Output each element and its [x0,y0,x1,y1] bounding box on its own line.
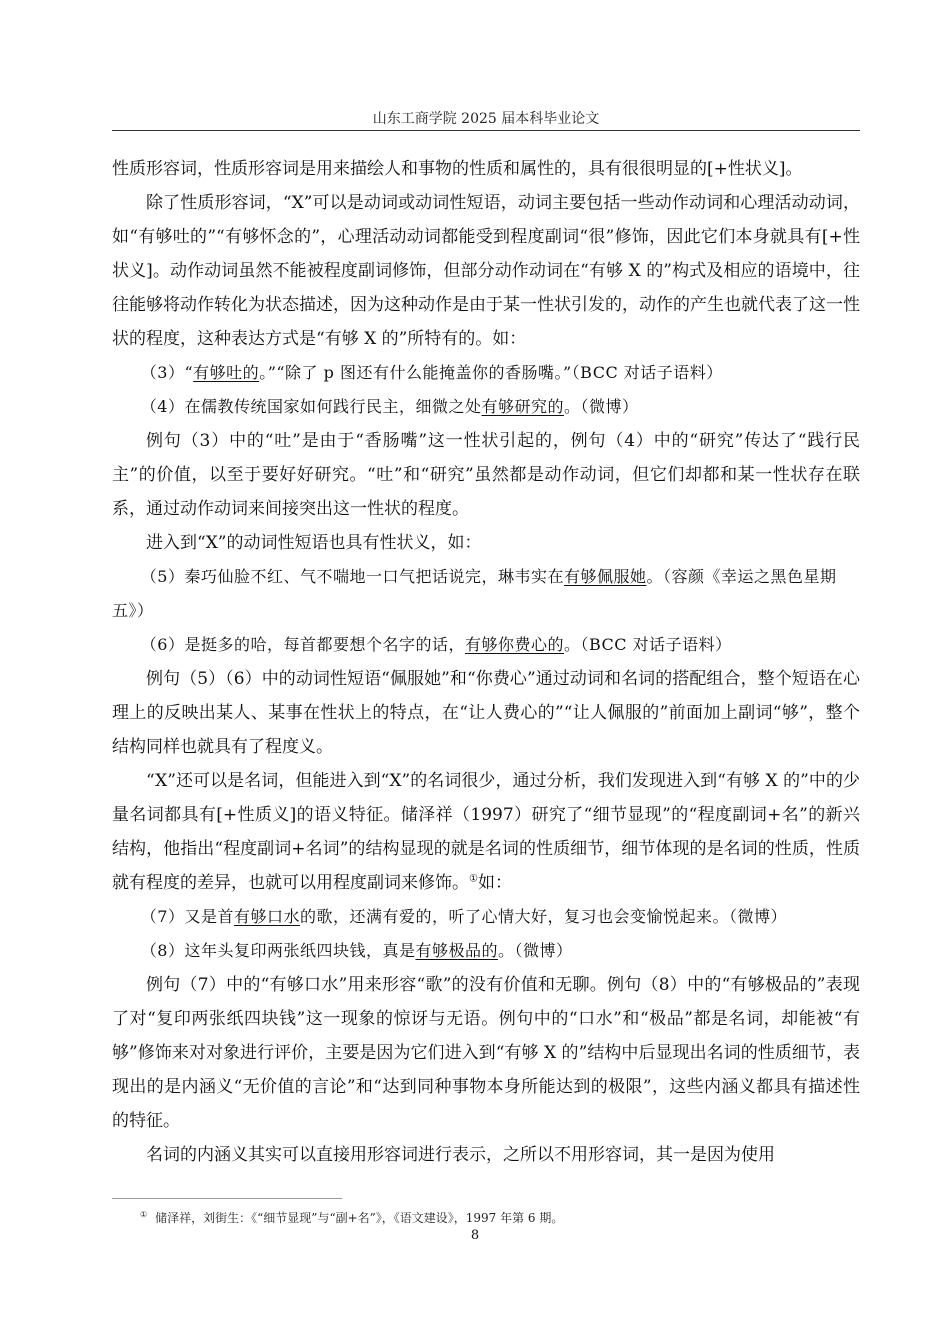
example-5-target: 有够佩服她 [563,567,647,586]
paragraph-6: 例句（7）中的“有够口水”用来形容“歌”的没有价值和无聊。例句（8）中的“有够极品的”表现了对“复印两张纸四块钱”这一现象的惊讶与无语。例句中的“口水”和“极品”都是名词，却能被“有够”修饰来对对象进行评价，主要是因为它们进入到“有够 X 的”结构中后显现出名词的性质细节，表现出的是内涵义“无价值的言论”和“达到同种事物本身所能达到的极限”，这些内涵义都具有描述性的特征。 [112,975,860,1131]
paragraph-3: 进入到“X”的动词性短语也具有性状义，如： [146,533,482,553]
page-number: 8 [470,1228,480,1243]
body-text [112,152,860,1172]
paragraph-5-text: “X”还可以是名词，但能进入到“X”的名词很少，通过分析，我们发现进入到“有够 X 的”中的少量名词都具有[+性质义]的语义特征。储泽祥（1997）研究了“细节显现”的“程度副词+名”的新兴结构，他指出“程度副词+名词”的结构显现的就是名词的性质细节，细节体现的是名词的性质，性质就有程度的差异，也就可以用程度副词来修饰。 [112,771,860,893]
example-3-rest: 。”“除了 p 图还有什么能掩盖你的香肠嘴。”（BCC 对话子语料） [259,363,723,382]
example-6-target: 有够你费心的 [464,635,564,654]
footnote [140,1209,860,1226]
example-6-lead: （6）是挺多的哈，每首都要想个名字的话， [140,635,465,654]
example-7-target: 有够口水 [233,907,300,926]
example-7-lead: （7）又是首 [140,907,234,926]
header-rule [112,130,860,131]
example-4-target: 有够研究的 [481,397,564,416]
example-4 [112,390,860,424]
paragraph-5-tail: 如： [477,873,512,893]
footnote-mark: ① [140,1210,148,1219]
example-6-rest: 。（BCC 对话子语料） [564,635,732,654]
example-6 [112,628,860,662]
example-8-lead: （8）这年头复印两张纸四块钱，真是 [140,941,416,960]
example-5 [112,560,860,628]
running-header: 山东工商学院 2025 届本科毕业论文 [372,111,600,127]
example-3-target: 有够吐的 [193,363,260,382]
paragraph-0: 性质形容词，性质形容词是用来描绘人和事物的性质和属性的，具有很很明显的[+性状义]。 [112,159,803,179]
example-4-rest: 。（微博） [564,397,639,416]
example-5-rest: 。（容颜《幸运之黑色星期五》） [112,567,837,620]
paragraph-1: 除了性质形容词，“X”可以是动词或动词性短语，动词主要包括一些动作动词和心理活动动词，如“有够吐的”“有够怀念的”，心理活动动词都能受到程度副词“很”修饰，因此它们本身就具有[+性状义]。动作动词虽然不能被程度副词修饰，但部分动作动词在“有够 X 的”构式及相应的语境中，往往能够将动作转化为状态描述，因为这种动作是由于某一性状引发的，动作的产生也就代表了这一性状的程度，这种表达方式是“有够 X 的”所特有的。如： [112,193,860,349]
example-8 [112,934,860,968]
footnote-ref[interactable]: ① [469,873,478,885]
example-3-lead: （3）“ [140,363,194,382]
paragraph-7: 名词的内涵义其实可以直接用形容词进行表示，之所以不用形容词，其一是因为使用 [146,1145,775,1165]
paragraph-2: 例句（3）中的“吐”是由于“香肠嘴”这一性状引起的，例句（4）中的“研究”传达了“践行民主”的价值，以至于要好好研究。“吐”和“研究”虽然都是动作动词，但它们却都和某一性状存在联系，通过动作动词来间接突出这一性状的程度。 [112,431,860,519]
paragraph-5 [112,764,860,900]
footnote-rule [112,1198,342,1199]
example-3 [112,356,860,390]
example-8-rest: 。（微博） [498,941,573,960]
footnote-text: 储泽祥，刘街生：《“细节显现”与“副+名”》，《语文建设》，1997 年第 6 期。 [155,1211,564,1225]
example-8-target: 有够极品的 [415,941,498,960]
paragraph-4: 例句（5）（6）中的动词性短语“佩服她”和“你费心”通过动词和名词的搭配组合，整个短语在心理上的反映出某人、某事在性状上的特点，在“让人费心的”“让人佩服的”前面加上副词“够”，整个结构同样也就具有了程度义。 [112,669,860,757]
example-7-rest: 的歌，还满有爱的，听了心情大好，复习也会变愉悦起来。（微博） [300,907,788,926]
example-5-lead: （5）秦巧仙脸不红、气不喘地一口气把话说完，琳韦实在 [140,567,564,586]
example-4-lead: （4）在儒教传统国家如何践行民主，细微之处 [140,397,482,416]
example-7 [112,900,860,934]
